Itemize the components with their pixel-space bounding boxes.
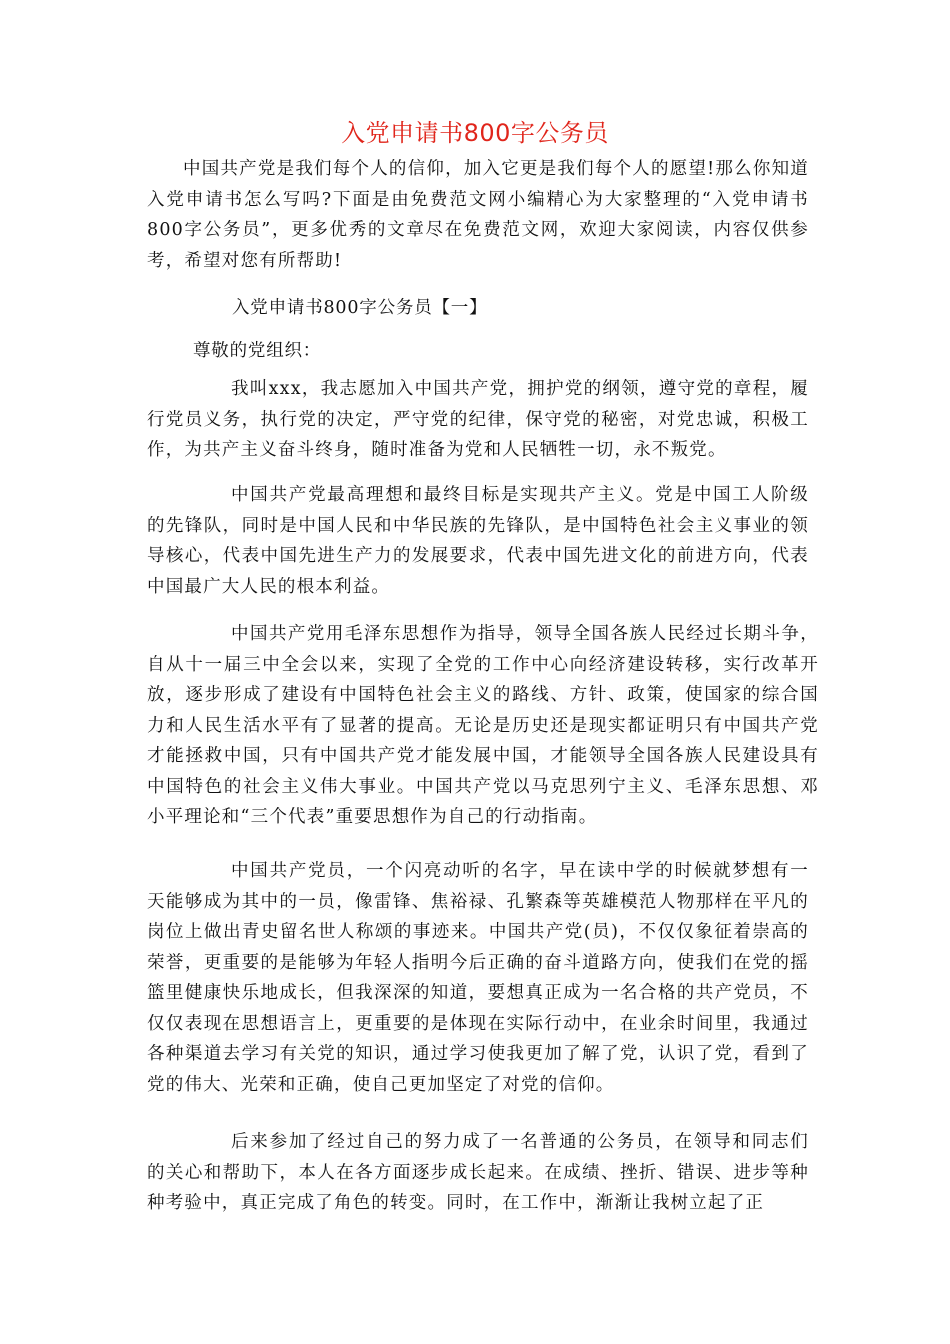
salutation: 尊敬的党组织： xyxy=(193,341,322,361)
document-title: 入党申请书800字公务员 xyxy=(341,119,609,147)
body-paragraph: 中国共产党最高理想和最终目标是实现共产主义。党是中国工人阶级的先锋队，同时是中国人民和中华民族的先锋队，是中国特色社会主义事业的领导核心，代表中国先进生产力的发展要求，代表中国先进文化的前进方向，代表中国最广大人民的根本利益。 xyxy=(147,485,809,597)
body-paragraph: 我叫xxx，我志愿加入中国共产党，拥护党的纲领，遵守党的章程，履行党员义务，执行党的决定，严守党的纪律，保守党的秘密，对党忠诚，积极工作，为共产主义奋斗终身，随时准备为党和人民牺牲一切，永不叛党。 xyxy=(147,379,809,460)
body-paragraph: 中国共产党员，一个闪亮动听的名字，早在读中学的时候就梦想有一天能够成为其中的一员，像雷锋、焦裕禄、孔繁森等英雄模范人物那样在平凡的岗位上做出青史留名世人称颂的事迹来。中国共产党(员)，不仅仅象征着崇高的荣誉，更重要的是能够为年轻人指明今后正确的奋斗道路方向，使我们在党的摇篮里健康快乐地成长，但我深深的知道，要想真正成为一名合格的共产党员，不仅仅表现在思想语言上，更重要的是体现在实际行动中，在业余时间里，我通过各种渠道去学习有关党的知识，通过学习使我更加了解了党，认识了党，看到了党的伟大、光荣和正确，使自己更加坚定了对党的信仰。 xyxy=(147,861,809,1095)
intro-paragraph: 中国共产党是我们每个人的信仰，加入它更是我们每个人的愿望!那么你知道入党申请书怎么写吗?下面是由免费范文网小编精心为大家整理的“入党申请书800字公务员”，更多优秀的文章尽在免费范文网，欢迎大家阅读，内容仅供参考，希望对您有所帮助! xyxy=(147,159,809,271)
body-paragraph: 中国共产党用毛泽东思想作为指导，领导全国各族人民经过长期斗争，自从十一届三中全会以来，实现了全党的工作中心向经济建设转移，实行改革开放，逐步形成了建设有中国特色社会主义的路线、方针、政策，使国家的综合国力和人民生活水平有了显著的提高。无论是历史还是现实都证明只有中国共产党才能拯救中国，只有中国共产党才能发展中国，才能领导全国各族人民建设具有中国特色的社会主义伟大事业。中国共产党以马克思列宁主义、毛泽东思想、邓小平理论和“三个代表”重要思想作为自己的行动指南。 xyxy=(147,624,819,827)
body-paragraph: 后来参加了经过自己的努力成了一名普通的公务员，在领导和同志们的关心和帮助下，本人在各方面逐步成长起来。在成绩、挫折、错误、进步等种种考验中，真正完成了角色的转变。同时，在工作中，渐渐让我树立起了正 xyxy=(147,1132,809,1213)
section-heading: 入党申请书800字公务员【一】 xyxy=(232,298,488,318)
